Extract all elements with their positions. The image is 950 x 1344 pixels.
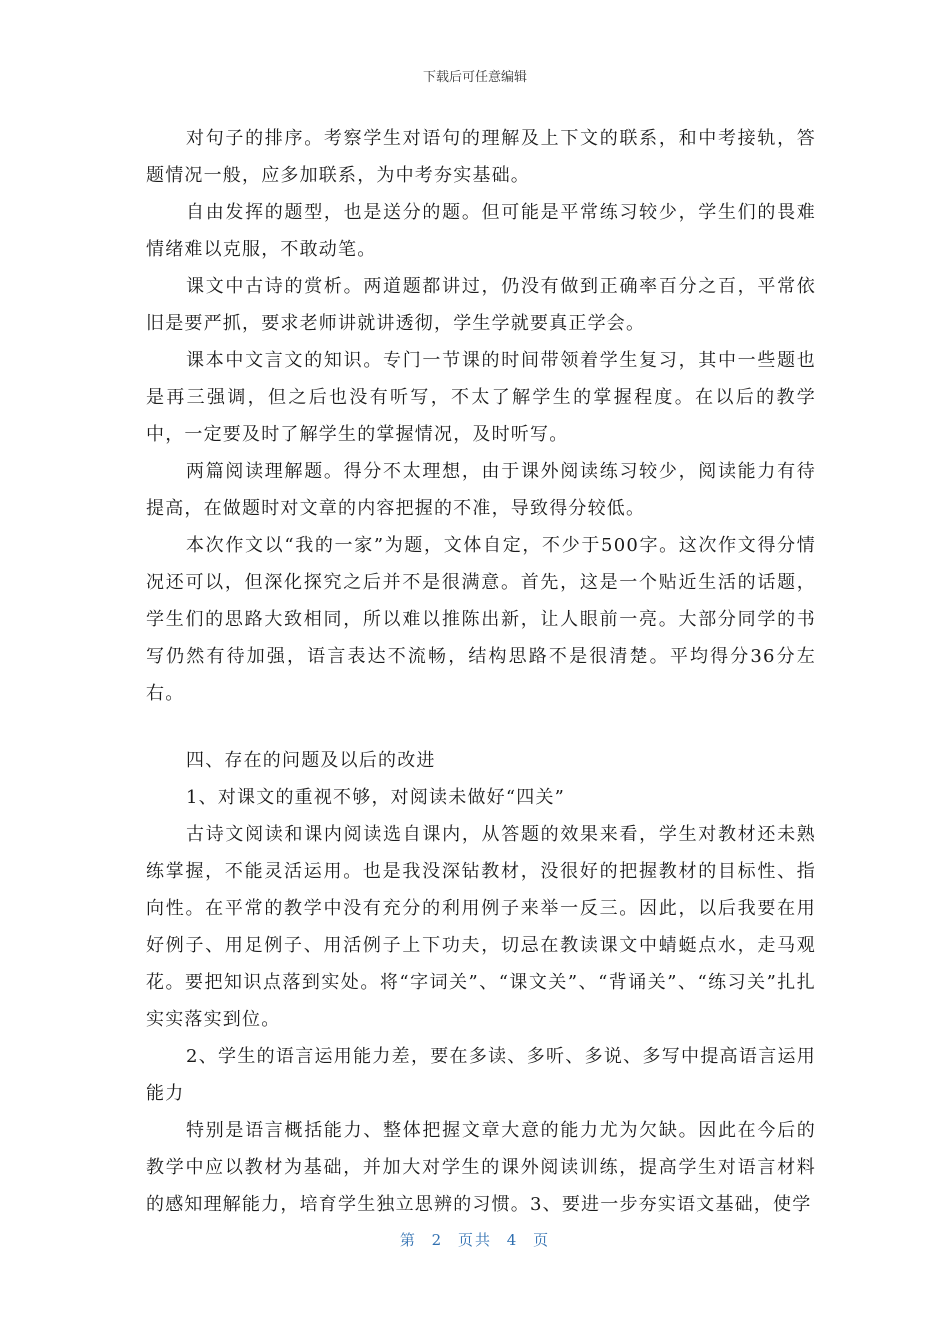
section-gap — [146, 712, 816, 742]
section-heading: 四、存在的问题及以后的改进 — [186, 750, 436, 771]
document-body — [146, 120, 816, 1223]
subsection-heading: 1、对课文的重视不够，对阅读未做好“四关” — [186, 787, 566, 808]
footer-label-ye-gong: 页共 — [457, 1231, 492, 1249]
footer-label-di: 第 — [399, 1231, 417, 1249]
paragraph: 两篇阅读理解题。得分不太理想，由于课外阅读练习较少，阅读能力有待提高，在做题时对文章的内容把握的不准，导致得分较低。 — [146, 461, 816, 519]
paragraph: 课本中文言文的知识。专门一节课的时间带领着学生复习，其中一些题也是再三强调，但之后也没有听写，不太了解学生的掌握程度。在以后的教学中，一定要及时了解学生的掌握情况，及时听写。 — [146, 350, 816, 445]
paragraph: 对句子的排序。考察学生对语句的理解及上下文的联系，和中考接轨，答题情况一般，应多加联系，为中考夯实基础。 — [146, 128, 816, 186]
paragraph: 特别是语言概括能力、整体把握文章大意的能力尤为欠缺。因此在今后的教学中应以教材为基础，并加大对学生的课外阅读训练，提高学生对语言材料的感知理解能力，培育学生独立思辨的习惯。3、要进一步夯实语文基础，使学 — [146, 1120, 816, 1215]
current-page-number: 2 — [431, 1231, 444, 1249]
paragraph: 本次作文以“我的一家”为题，文体自定，不少于500字。这次作文得分情况还可以，但深化探究之后并不是很满意。首先，这是一个贴近生活的话题，学生们的思路大致相同，所以难以推陈出新，让人眼前一亮。大部分同学的书写仍然有待加强，语言表达不流畅，结构思路不是很清楚。平均得分36分左右。 — [146, 535, 816, 704]
total-pages-number: 4 — [506, 1231, 519, 1249]
page-header: 下载后可任意编辑 — [422, 70, 527, 85]
page-footer — [0, 1229, 950, 1250]
paragraph: 自由发挥的题型，也是送分的题。但可能是平常练习较少，学生们的畏难情绪难以克服，不敢动笔。 — [146, 202, 816, 260]
paragraph: 古诗文阅读和课内阅读选自课内，从答题的效果来看，学生对教材还未熟练掌握，不能灵活运用。也是我没深钻教材，没很好的把握教材的目标性、指向性。在平常的教学中没有充分的利用例子来举一反三。因此，以后我要在用好例子、用足例子、用活例子上下功夫，切忌在教读课文中蜻蜓点水，走马观花。要把知识点落到实处。将“字词关”、“课文关”、“背诵关”、“练习关”扎扎实实落实到位。 — [146, 824, 816, 1030]
subsection-heading: 2、学生的语言运用能力差，要在多读、多听、多说、多写中提高语言运用能力 — [146, 1046, 816, 1104]
footer-label-ye: 页 — [533, 1231, 551, 1249]
paragraph: 课文中古诗的赏析。两道题都讲过，仍没有做到正确率百分之百，平常依旧是要严抓，要求老师讲就讲透彻，学生学就要真正学会。 — [146, 276, 816, 334]
